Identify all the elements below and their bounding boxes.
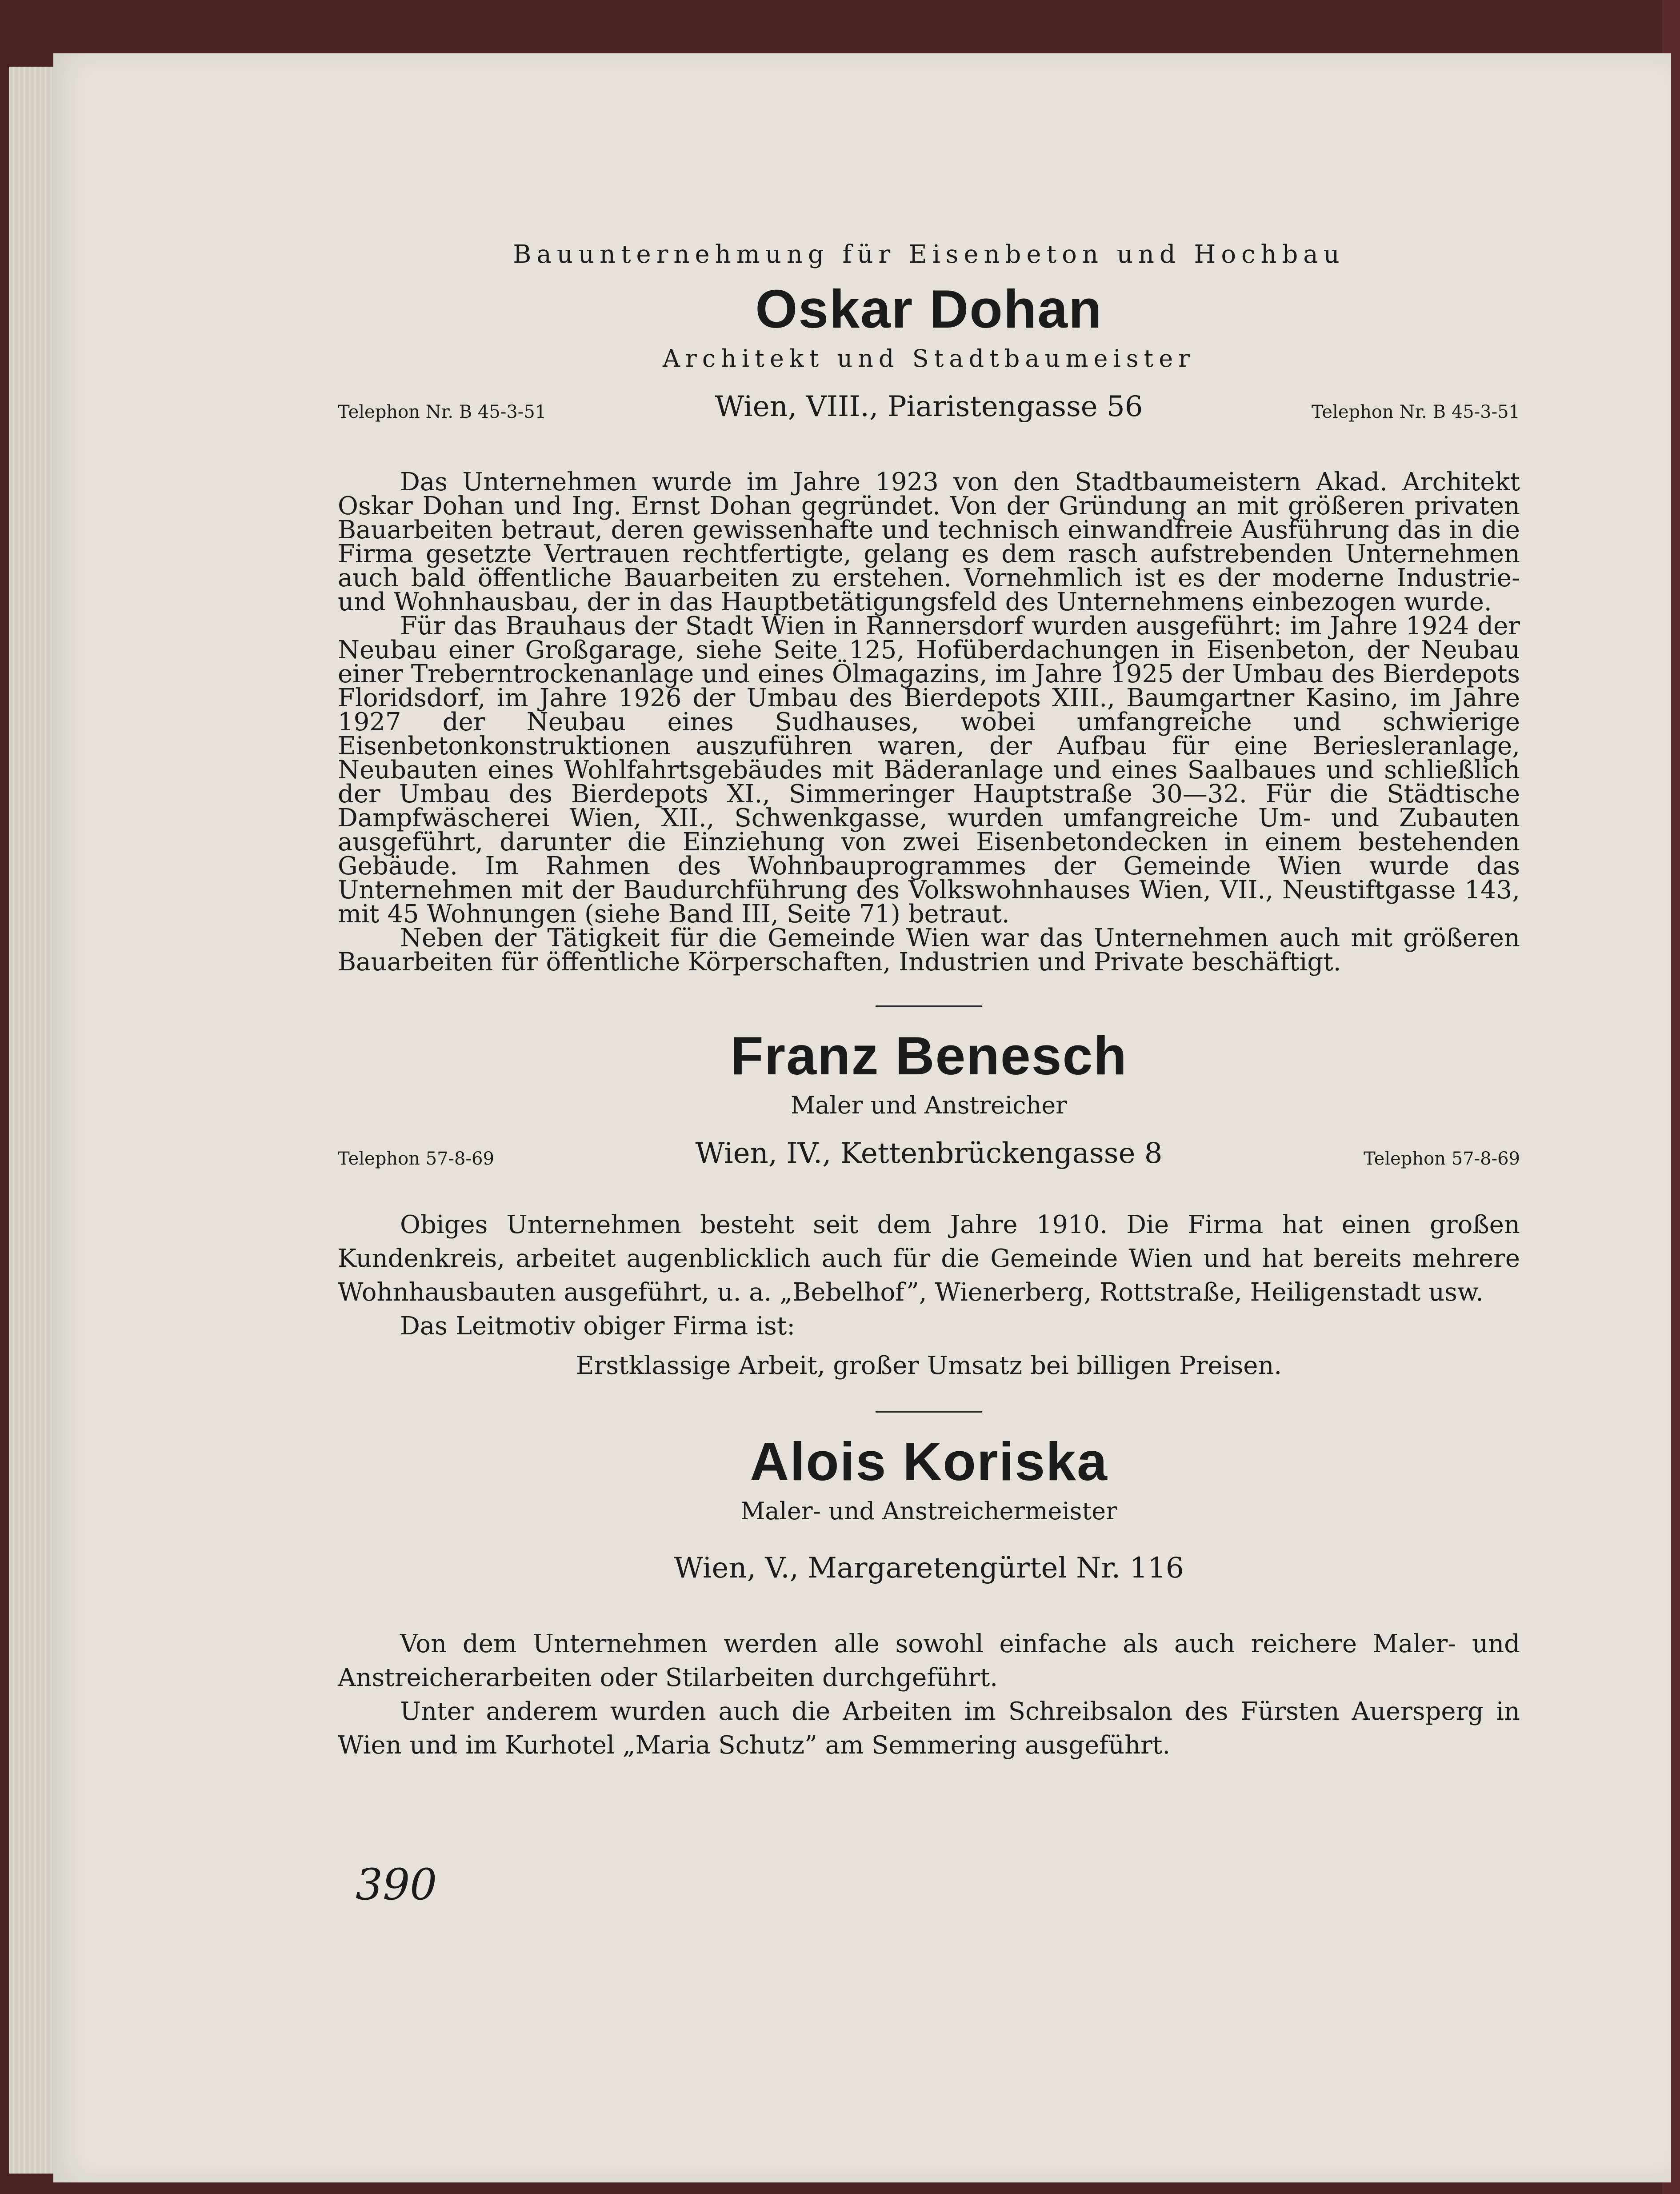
address-row	[338, 1137, 1520, 1186]
firm-motto: Erstklassige Arbeit, großer Umsatz bei billigen Preisen.	[576, 1351, 1282, 1380]
entry-oskar-dohan	[338, 240, 1520, 977]
address: Wien, IV., Kettenbrückengasse 8	[695, 1137, 1163, 1170]
entry-name: Alois Koriska	[750, 1431, 1108, 1492]
entry-body	[338, 468, 1520, 977]
telephon-left: Telephon Nr. B 45-3-51	[338, 402, 547, 422]
paragraph: Neben der Tätigkeit für die Gemeinde Wien war das Unternehmen auch mit größeren Bauarbeiten für öffentliche Körperschaften, Industrien und Private beschäftigt.	[338, 924, 1520, 977]
entry-body	[338, 1627, 1520, 1762]
telephon-right: Telephon Nr. B 45-3-51	[1311, 402, 1520, 422]
telephon-left: Telephon 57-8-69	[338, 1149, 494, 1169]
paragraph: Für das Brauhaus der Stadt Wien in Rannersdorf wurden ausgeführt: im Jahre 1924 der Neubau einer Großgarage, siehe Seite 125, Hofüberdachungen in Eisenbeton, der Neubau einer Treberntrockenanlage und eines Ölmagazins, im Jahre 1925 der Umbau des Bierdepots Floridsdorf, im Jahre 1926 der Umbau des Bierdepots XIII., Baumgartner Kasino, im Jahre 1927 der Neubau eines Sudhauses, wobei umfangreiche und schwierige Eisenbetonkonstruktionen auszuführen waren, der Aufbau für eine Berieslеranlage, Neubauten eines Wohlfahrtsgebäudes mit Bäderanlage und eines Saalbaues und schließlich der Umbau des Bierdepots XI., Simmeringer Hauptstraße 30—32. Für die Städtische Dampfwäscherei Wien, XII., Schwenkgasse, wurden umfangreiche Um- und Zubauten ausgeführt, darunter die Einziehung von zwei Eisenbetondecken in einem bestehenden Gebäude. Im Rahmen des Wohnbauprogrammes der Gemeinde Wien wurde das Unternehmen mit der Baudurchführung des Volkswohnhauses Wien, VII., Neustiftgasse 143, mit 45 Wohnungen (siehe Band III, Seite 71) betraut.	[338, 612, 1520, 929]
address-row	[338, 390, 1520, 439]
paragraph: Das Leitmotiv obiger Firma ist:	[400, 1312, 796, 1341]
entry-role: Maler und Anstreicher	[790, 1091, 1067, 1119]
address: Wien, V., Margaretengürtel Nr. 116	[674, 1552, 1184, 1585]
entry-role: Maler- und Anstreichermeister	[740, 1497, 1117, 1525]
section-divider	[876, 1005, 982, 1007]
paragraph: Unter anderem wurden auch die Arbeiten im Schreibsalon des Fürsten Auersperg in Wien und im Kurhotel „Maria Schutz” am Semmering ausgeführt.	[338, 1697, 1520, 1760]
paragraph: Von dem Unternehmen werden alle sowohl einfache als auch reichere Maler- und Anstreicherarbeiten oder Stilarbeiten durchgeführt.	[338, 1629, 1520, 1692]
entry-body	[338, 1208, 1520, 1343]
entry-name: Oskar Dohan	[755, 279, 1103, 339]
address-row	[338, 1552, 1520, 1601]
page-number: 390	[356, 1860, 437, 1910]
telephon-right: Telephon 57-8-69	[1364, 1149, 1520, 1169]
paragraph: Obiges Unternehmen besteht seit dem Jahre 1910. Die Firma hat einen großen Kundenkreis, arbeitet augenblicklich auch für die Gemeinde Wien und hat bereits mehrere Wohnhausbauten ausgeführt, u. a. „Bebelhof”, Wienerberg, Rottstraße, Heiligenstadt usw.	[338, 1210, 1520, 1307]
entry-role: Architekt und Stadtbaumeister	[663, 344, 1195, 372]
entry-subtitle: Bauunternehmung für Eisenbeton und Hochbau	[513, 240, 1345, 269]
paragraph: Das Unternehmen wurde im Jahre 1923 von den Stadtbaumeistern Akad. Architekt Oskar Dohan und Ing. Ernst Dohan gegründet. Von der Gründung an mit größeren privaten Bauarbeiten betraut, deren gewissenhafte und technisch einwandfreie Ausführung das in die Firma gesetzte Vertrauen rechtfertigte, gelang es dem rasch aufstrebenden Unternehmen auch bald öffentliche Bauarbeiten zu erstehen. Vornehmlich ist es der moderne Industrie- und Wohnhausbau, der in das Hauptbetätigungsfeld des Unternehmens einbezogen wurde.	[338, 468, 1520, 617]
section-divider	[876, 1411, 982, 1413]
entry-alois-koriska	[338, 1430, 1520, 1762]
entry-franz-benesch	[338, 1025, 1520, 1380]
entry-name: Franz Benesch	[730, 1025, 1128, 1086]
address: Wien, VIII., Piaristengasse 56	[715, 390, 1143, 423]
page-content	[338, 240, 1520, 1762]
